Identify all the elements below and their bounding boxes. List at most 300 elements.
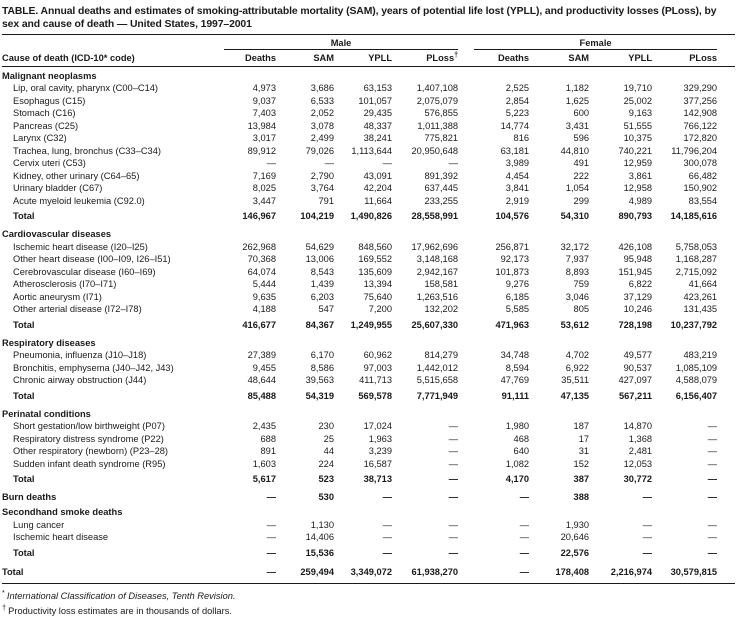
value-cell: 766,122 (683, 120, 718, 131)
cause-cell: Short gestation/low birthweight (P07) (13, 421, 165, 432)
gap-cell (458, 470, 474, 489)
value-cell: 169,552 (358, 254, 392, 265)
value-cell: 14,185,616 (670, 211, 718, 222)
value-cell: 600 (573, 108, 590, 119)
value-cell: — (707, 532, 718, 543)
cause-cell: Ischemic heart disease (I20–I25) (13, 241, 148, 252)
dagger-marker: † (454, 52, 459, 59)
group-gap (458, 35, 474, 50)
pad-cell (717, 241, 735, 254)
value-cell: 51,555 (623, 120, 653, 131)
cause-cell: Lung cancer (13, 519, 65, 530)
pad-cell (717, 182, 735, 195)
pad-cell (717, 145, 735, 158)
value-cell: 101,873 (495, 266, 530, 277)
pad-cell (717, 334, 735, 349)
value-cell: 54,319 (305, 390, 334, 401)
value-cell: 3,861 (628, 170, 653, 181)
value-cell: 4,588,079 (675, 375, 718, 386)
data-row (2, 182, 735, 195)
value-cell: 3,046 (565, 291, 590, 302)
section-header-cell: Malignant neoplasms (2, 70, 97, 81)
value-cell: 25,002 (623, 95, 653, 106)
data-row (2, 278, 735, 291)
data-row (2, 120, 735, 133)
value-cell: 728,198 (618, 319, 653, 330)
pad-cell (717, 120, 735, 133)
col-header-male-ypll: YPLL (334, 50, 392, 67)
value-cell: 16,587 (363, 458, 392, 469)
cause-cell: Lip, oral cavity, pharynx (C00–C14) (13, 83, 159, 94)
value-cell: 8,543 (310, 266, 334, 277)
value-cell: 377,256 (683, 95, 718, 106)
data-row (2, 266, 735, 279)
value-cell: 688 (260, 433, 276, 444)
value-cell: 3,686 (310, 83, 334, 94)
data-row (2, 531, 735, 544)
pad-cell (717, 405, 735, 420)
value-cell: 6,170 (310, 350, 334, 361)
value-cell: 61,938,270 (392, 562, 458, 583)
pad-cell (717, 303, 735, 316)
gap-cell (458, 445, 474, 458)
value-cell: — (707, 547, 718, 558)
section-total-row (2, 316, 735, 335)
value-cell: 3,841 (505, 183, 530, 194)
gap-cell (458, 387, 474, 406)
value-cell: 1,011,388 (417, 120, 459, 131)
value-cell: 9,455 (252, 362, 276, 373)
value-cell: 11,664 (364, 195, 392, 206)
value-cell: 814,279 (424, 350, 459, 361)
data-row (2, 241, 735, 254)
value-cell: — (324, 158, 334, 169)
footnotes (2, 587, 735, 618)
value-cell: 66,482 (688, 170, 718, 181)
value-cell: 816 (513, 133, 530, 144)
value-cell: 2,052 (310, 108, 334, 119)
value-cell: 48,644 (247, 375, 276, 386)
value-cell: — (266, 519, 276, 530)
cause-cell: Trachea, lung, bronchus (C33–C34) (13, 145, 161, 156)
value-cell: — (448, 532, 459, 543)
value-cell: 9,635 (252, 291, 276, 302)
value-cell: 775,821 (424, 133, 459, 144)
value-cell: 426,108 (618, 241, 653, 252)
data-row (2, 145, 735, 158)
dagger-footnote-marker: † (2, 603, 7, 613)
total-label-cell: Total (13, 547, 35, 558)
pad-cell (717, 458, 735, 471)
cause-cell: Bronchitis, emphysema (J40–J42, J43) (13, 362, 174, 373)
value-cell (392, 504, 458, 519)
value-cell: 569,578 (358, 390, 392, 401)
value-cell: 7,169 (252, 170, 276, 181)
gap-cell (458, 226, 474, 241)
value-cell: 104,219 (300, 211, 334, 222)
footnote-ploss (2, 602, 735, 618)
value-cell: 135,609 (358, 266, 392, 277)
footnote-icd (2, 587, 735, 603)
value-cell: 53,612 (560, 319, 590, 330)
value-cell: — (382, 158, 392, 169)
value-cell (529, 67, 589, 83)
value-cell: 150,902 (683, 183, 718, 194)
value-cell: — (382, 492, 392, 503)
value-cell: 172,820 (683, 133, 718, 144)
value-cell: 1,442,012 (416, 362, 459, 373)
value-cell: 12,053 (623, 458, 653, 469)
section-header-cell: Cardiovascular diseases (2, 229, 112, 240)
value-cell: — (382, 547, 392, 558)
value-cell: — (707, 492, 718, 503)
value-cell: — (519, 519, 530, 530)
gap-cell (458, 278, 474, 291)
value-cell: 6,203 (310, 291, 334, 302)
value-cell (474, 334, 529, 349)
gap-cell (458, 266, 474, 279)
value-cell (224, 334, 276, 349)
value-cell: 3,017 (252, 133, 276, 144)
data-row (2, 107, 735, 120)
gap-cell (458, 458, 474, 471)
col-header-male-ploss (392, 50, 458, 67)
value-cell: 596 (573, 133, 590, 144)
data-row (2, 519, 735, 532)
value-cell: 4,702 (565, 350, 590, 361)
data-row (2, 195, 735, 208)
value-cell: 64,074 (247, 266, 276, 277)
value-cell: — (382, 532, 392, 543)
group-row-blank (2, 35, 224, 50)
value-cell: 230 (318, 421, 334, 432)
value-cell: 8,025 (252, 183, 276, 194)
gap-cell (458, 562, 474, 583)
cause-cell: Pancreas (C25) (13, 120, 79, 131)
value-cell: 4,170 (505, 474, 530, 485)
col-header-gap (458, 50, 474, 67)
value-cell: 1,980 (505, 421, 530, 432)
value-cell: 233,255 (424, 195, 459, 206)
value-cell: 54,310 (560, 211, 590, 222)
value-cell: 1,407,108 (416, 83, 459, 94)
value-cell (652, 334, 717, 349)
cause-cell: Cerebrovascular disease (I60–I69) (13, 266, 156, 277)
value-cell (474, 405, 529, 420)
section-total-row (2, 387, 735, 406)
value-cell: 6,533 (310, 95, 334, 106)
pad-cell (717, 531, 735, 544)
gap-cell (458, 291, 474, 304)
pad-cell (717, 316, 735, 335)
value-cell: 5,515,658 (416, 375, 459, 386)
table-title: TABLE. Annual deaths and estimates of smoking-attributable mortality (SAM), years of potential life lost (YPLL), and productivity losses (PLoss), by sex and cause of death — United States, 1997–2001 (2, 5, 735, 35)
value-cell: 38,241 (363, 133, 392, 144)
value-cell: — (448, 446, 459, 457)
value-cell: 12,958 (623, 183, 653, 194)
cause-cell: Sudden infant death syndrome (R95) (13, 458, 166, 469)
value-cell: 1,085,109 (675, 362, 718, 373)
value-cell: — (707, 458, 718, 469)
value-cell: 19,710 (623, 83, 653, 94)
value-cell (276, 226, 334, 241)
cause-cell: Pneumonia, influenza (J10–J18) (13, 350, 147, 361)
section-header-cell: Respiratory diseases (2, 337, 96, 348)
value-cell (276, 405, 334, 420)
value-cell: 34,748 (500, 350, 530, 361)
value-cell: 5,585 (505, 304, 530, 315)
value-cell: 44,810 (560, 145, 590, 156)
section-total-row (2, 544, 735, 563)
data-row (2, 362, 735, 375)
value-cell: 4,188 (252, 304, 276, 315)
pad-cell (717, 504, 735, 519)
value-cell (652, 504, 717, 519)
section-header-row (2, 67, 735, 83)
value-cell: 1,263,516 (416, 291, 459, 302)
value-cell: 2,435 (252, 421, 276, 432)
gap-cell (458, 519, 474, 532)
value-cell (589, 405, 652, 420)
value-cell: 70,368 (247, 254, 276, 265)
value-cell: 262,968 (242, 241, 276, 252)
value-cell: 523 (318, 474, 334, 485)
gap-cell (458, 182, 474, 195)
value-cell: 3,431 (565, 120, 590, 131)
value-cell: 131,435 (683, 304, 718, 315)
value-cell (392, 226, 458, 241)
pad-cell (717, 470, 735, 489)
value-cell: 759 (573, 279, 590, 290)
asterisk-marker: * (2, 587, 5, 597)
section-header-cell: Secondhand smoke deaths (2, 507, 123, 518)
value-cell: — (448, 492, 459, 503)
value-cell: 2,715,092 (675, 266, 718, 277)
total-label-cell: Total (13, 319, 35, 330)
value-cell (529, 226, 589, 241)
data-row (2, 445, 735, 458)
gap-cell (458, 120, 474, 133)
value-cell: 90,537 (623, 362, 653, 373)
value-cell: 5,444 (252, 279, 276, 290)
data-row (2, 170, 735, 183)
value-cell: — (707, 519, 718, 530)
cause-cell: Larynx (C32) (13, 133, 67, 144)
value-cell (276, 67, 334, 83)
value-cell: 411,713 (359, 375, 392, 386)
value-cell: 17 (578, 433, 590, 444)
section-total-row (2, 207, 735, 226)
data-row (2, 420, 735, 433)
data-row (2, 82, 735, 95)
cause-cell: Acute myeloid leukemia (C92.0) (13, 195, 145, 206)
value-cell: 416,677 (242, 319, 276, 330)
pad-cell (717, 170, 735, 183)
value-cell: — (448, 474, 459, 485)
value-cell (529, 334, 589, 349)
gap-cell (458, 544, 474, 563)
pad-cell (717, 445, 735, 458)
data-row (2, 253, 735, 266)
gap-cell (458, 349, 474, 362)
col-header-male-deaths: Deaths (224, 50, 276, 67)
value-cell: 388 (573, 492, 590, 503)
value-cell: 35,511 (561, 375, 590, 386)
pad-cell (717, 132, 735, 145)
section-header-row (2, 334, 735, 349)
value-cell: 10,246 (623, 304, 653, 315)
value-cell: 22,576 (560, 547, 590, 558)
group-row-pad (717, 35, 735, 50)
value-cell: 146,967 (242, 211, 276, 222)
value-cell: — (642, 492, 653, 503)
pad-cell (717, 278, 735, 291)
value-cell: 75,640 (363, 291, 392, 302)
gap-cell (458, 107, 474, 120)
value-cell (334, 504, 392, 519)
value-cell: 85,488 (247, 390, 276, 401)
value-cell: 12,959 (623, 158, 653, 169)
column-header-row (2, 50, 735, 67)
value-cell: 1,439 (310, 279, 334, 290)
value-cell: 20,646 (560, 532, 590, 543)
pad-cell (717, 266, 735, 279)
value-cell: 2,854 (505, 95, 530, 106)
pad-cell (717, 253, 735, 266)
value-cell: 10,237,792 (670, 319, 718, 330)
value-cell (392, 67, 458, 83)
value-cell: 83,554 (688, 195, 718, 206)
value-cell: 54,629 (305, 241, 334, 252)
data-row (2, 303, 735, 316)
value-cell: 483,219 (683, 350, 718, 361)
male-group-header: Male (224, 35, 458, 50)
value-cell: 14,870 (623, 421, 653, 432)
gap-cell (458, 334, 474, 349)
value-cell: 178,408 (529, 562, 589, 583)
value-cell: 10,375 (623, 133, 653, 144)
value-cell (474, 504, 529, 519)
value-cell: 6,922 (565, 362, 590, 373)
value-cell: — (448, 421, 459, 432)
value-cell: 1,130 (310, 519, 334, 530)
value-cell: 187 (573, 421, 590, 432)
value-cell: 13,006 (305, 254, 334, 265)
value-cell: 3,349,072 (334, 562, 392, 583)
value-cell: 152 (573, 458, 590, 469)
value-cell (392, 405, 458, 420)
cause-cell: Chronic airway obstruction (J44) (13, 375, 147, 386)
value-cell: 42,204 (363, 183, 392, 194)
value-cell: — (448, 547, 459, 558)
pad-cell (717, 207, 735, 226)
value-cell: 7,937 (565, 254, 590, 265)
pad-cell (717, 195, 735, 208)
gap-cell (458, 504, 474, 519)
value-cell: — (642, 547, 653, 558)
female-group-header: Female (474, 35, 717, 50)
value-cell: 4,989 (628, 195, 653, 206)
value-cell (334, 405, 392, 420)
value-cell: 1,490,826 (350, 211, 392, 222)
value-cell: 1,182 (565, 83, 590, 94)
value-cell: 7,771,949 (416, 390, 459, 401)
value-cell: 891 (260, 446, 276, 457)
value-cell: 41,664 (688, 279, 718, 290)
value-cell: 5,223 (505, 108, 530, 119)
value-cell: 3,148,168 (416, 254, 459, 265)
data-row (2, 291, 735, 304)
value-cell: — (642, 519, 653, 530)
value-cell (276, 334, 334, 349)
value-cell (224, 67, 276, 83)
value-cell: 256,871 (495, 241, 530, 252)
cause-cell: Urinary bladder (C67) (13, 183, 103, 194)
value-cell (652, 67, 717, 83)
value-cell: 30,579,815 (652, 562, 717, 583)
value-cell: — (707, 446, 718, 457)
value-cell: 637,445 (424, 183, 459, 194)
value-cell: 63,181 (500, 145, 530, 156)
value-cell: 576,855 (424, 108, 459, 119)
col-header-male-sam: SAM (276, 50, 334, 67)
value-cell: 423,261 (683, 291, 718, 302)
value-cell: 47,769 (500, 375, 530, 386)
value-cell: 3,078 (310, 120, 334, 131)
value-cell: 387 (573, 474, 590, 485)
value-cell: 890,793 (618, 211, 653, 222)
section-header-cell: Perinatal conditions (2, 408, 91, 419)
value-cell: 2,216,974 (589, 562, 652, 583)
value-cell: 4,973 (252, 83, 276, 94)
value-cell: 91,111 (501, 390, 530, 401)
value-cell: 63,153 (363, 83, 392, 94)
value-cell: 1,082 (505, 458, 530, 469)
value-cell: 891,392 (424, 170, 459, 181)
value-cell: 79,026 (305, 145, 334, 156)
value-cell (589, 226, 652, 241)
data-row (2, 458, 735, 471)
value-cell: 3,989 (505, 158, 530, 169)
value-cell: 97,003 (363, 362, 392, 373)
cause-column-header: Cause of death (ICD-10* code) (2, 50, 224, 67)
value-cell (589, 334, 652, 349)
pad-cell (717, 226, 735, 241)
value-cell: 101,057 (358, 95, 392, 106)
value-cell: 13,394 (363, 279, 392, 290)
value-cell: — (519, 492, 530, 503)
pad-cell (717, 433, 735, 446)
grand-total-label-cell: Total (2, 562, 224, 583)
value-cell (652, 226, 717, 241)
value-cell: 2,481 (628, 446, 653, 457)
value-cell: 39,563 (305, 375, 334, 386)
data-row (2, 95, 735, 108)
gap-cell (458, 489, 474, 504)
value-cell: 805 (573, 304, 590, 315)
value-cell: 47,135 (560, 390, 590, 401)
pad-cell (717, 349, 735, 362)
cause-cell: Atherosclerosis (I70–I71) (13, 279, 117, 290)
cause-cell: Other heart disease (I00–I09, I26–I51) (13, 254, 171, 265)
value-cell: 37,129 (623, 291, 653, 302)
value-cell: 1,249,955 (350, 319, 392, 330)
value-cell: 30,772 (623, 474, 653, 485)
value-cell: — (266, 547, 276, 558)
cause-cell: Respiratory distress syndrome (P22) (13, 433, 164, 444)
value-cell: 1,963 (368, 433, 392, 444)
pad-cell (717, 82, 735, 95)
